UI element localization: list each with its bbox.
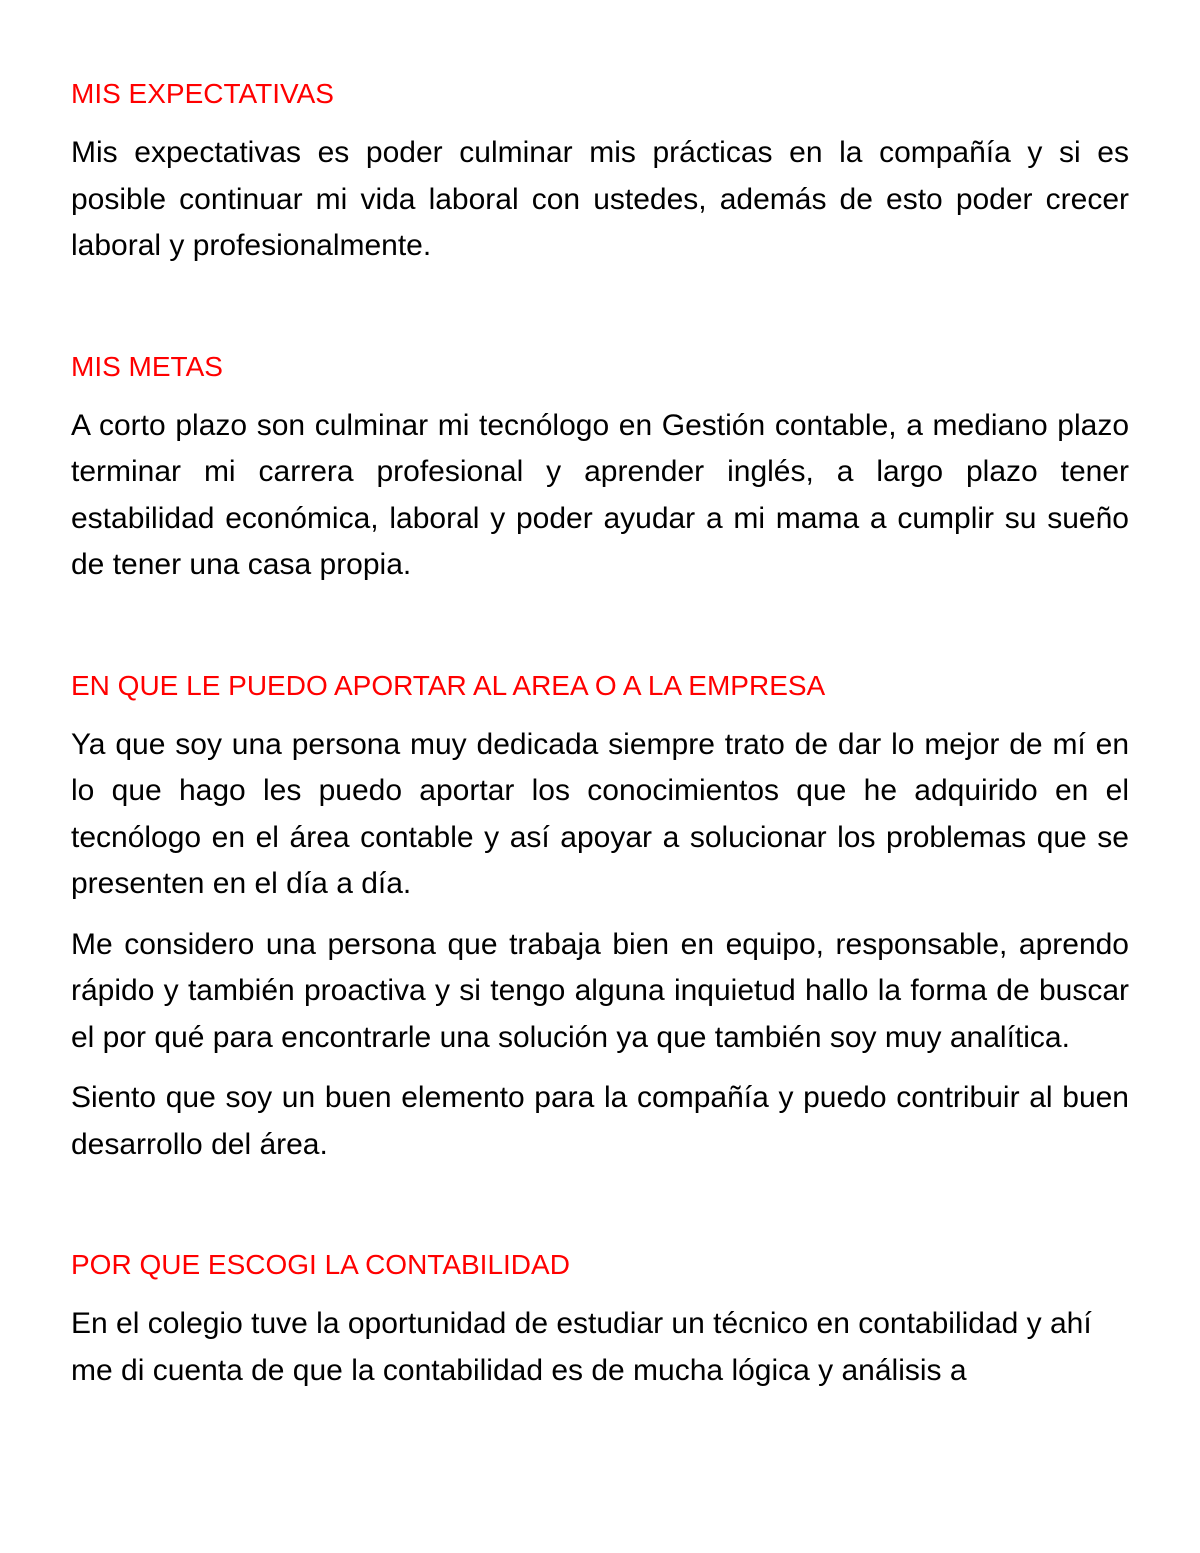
document-page (71, 76, 1129, 1394)
paragraph-aportar-2: Me considero una persona que trabaja bien en equipo, responsable, aprendo rápido y también proactiva y si tengo alguna inquietud hallo la forma de buscar el por qué para encontrarle una solución ya que también soy muy analítica. (71, 927, 1129, 1054)
paragraph-metas: A corto plazo son culminar mi tecnólogo en Gestión contable, a mediano plazo terminar mi carrera profesional y aprender inglés, a largo plazo tener estabilidad económica, laboral y poder ayudar a mi mama a cumplir su sueño de tener una casa propia. (71, 408, 1129, 581)
section-heading-contabilidad: POR QUE ESCOGI LA CONTABILIDAD (71, 1249, 570, 1280)
section-heading-metas: MIS METAS (71, 350, 223, 382)
section-heading-aportar: EN QUE LE PUEDO APORTAR AL AREA O A LA EMPRESA (71, 669, 826, 701)
paragraph-aportar-3: Siento que soy un buen elemento para la compañía y puedo contribuir al buen desarrollo del área. (71, 1081, 1129, 1161)
paragraph-aportar-1: Ya que soy una persona muy dedicada siempre trato de dar lo mejor de mí en lo que hago les puedo aportar los conocimientos que he adquirido en el tecnólogo en el área contable y así apoyar a solucionar los problemas que se presenten en el día a día. (71, 727, 1129, 900)
paragraph-contabilidad: En el colegio tuve la oportunidad de estudiar un técnico en contabilidad y ahí me di cuenta de que la contabilidad es de mucha lógica y análisis a (71, 1307, 1092, 1387)
paragraph-expectativas: Mis expectativas es poder culminar mis prácticas en la compañía y si es posible continuar mi vida laboral con ustedes, además de esto poder crecer laboral y profesionalmente. (71, 136, 1129, 262)
section-heading-expectativas: MIS EXPECTATIVAS (71, 78, 334, 109)
